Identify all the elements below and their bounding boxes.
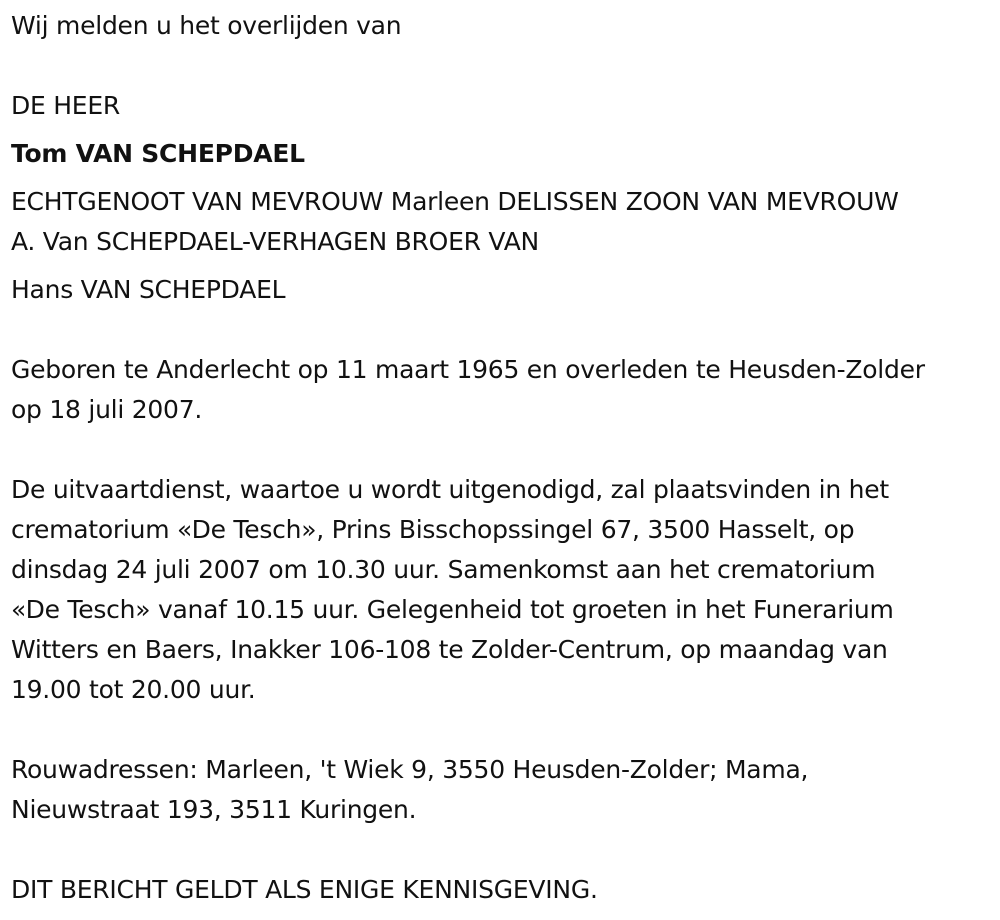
service-line: 19.00 tot 20.00 uur. xyxy=(11,675,256,704)
birth-death-line: Geboren te Anderlecht op 11 maart 1965 en overleden te Heusden-Zolder xyxy=(11,355,925,384)
relation-line: A. Van SCHEPDAEL-VERHAGEN BROER VAN xyxy=(11,227,539,256)
address-line: Rouwadressen: Marleen, 't Wiek 9, 3550 Heusden-Zolder; Mama, xyxy=(11,755,809,784)
service-line: Witters en Baers, Inakker 106-108 te Zolder-Centrum, op maandag van xyxy=(11,635,888,664)
relation-line: ECHTGENOOT VAN MEVROUW Marleen DELISSEN ZOON VAN MEVROUW xyxy=(11,187,899,216)
address-line: Nieuwstraat 193, 3511 Kuringen. xyxy=(11,795,417,824)
service-line: De uitvaartdienst, waartoe u wordt uitgenodigd, zal plaatsvinden in het xyxy=(11,475,889,504)
intro-text: Wij melden u het overlijden van xyxy=(11,11,402,40)
birth-death-line: op 18 juli 2007. xyxy=(11,395,203,424)
closing-text: DIT BERICHT GELDT ALS ENIGE KENNISGEVING. xyxy=(11,875,598,904)
deceased-name: Tom VAN SCHEPDAEL xyxy=(11,139,305,168)
service-line: «De Tesch» vanaf 10.15 uur. Gelegenheid tot groeten in het Funerarium xyxy=(11,595,894,624)
relation-line: Hans VAN SCHEPDAEL xyxy=(11,275,286,304)
salutation: DE HEER xyxy=(11,91,121,120)
service-line: crematorium «De Tesch», Prins Bisschopssingel 67, 3500 Hasselt, op xyxy=(11,515,855,544)
service-line: dinsdag 24 juli 2007 om 10.30 uur. Samenkomst aan het crematorium xyxy=(11,555,876,584)
